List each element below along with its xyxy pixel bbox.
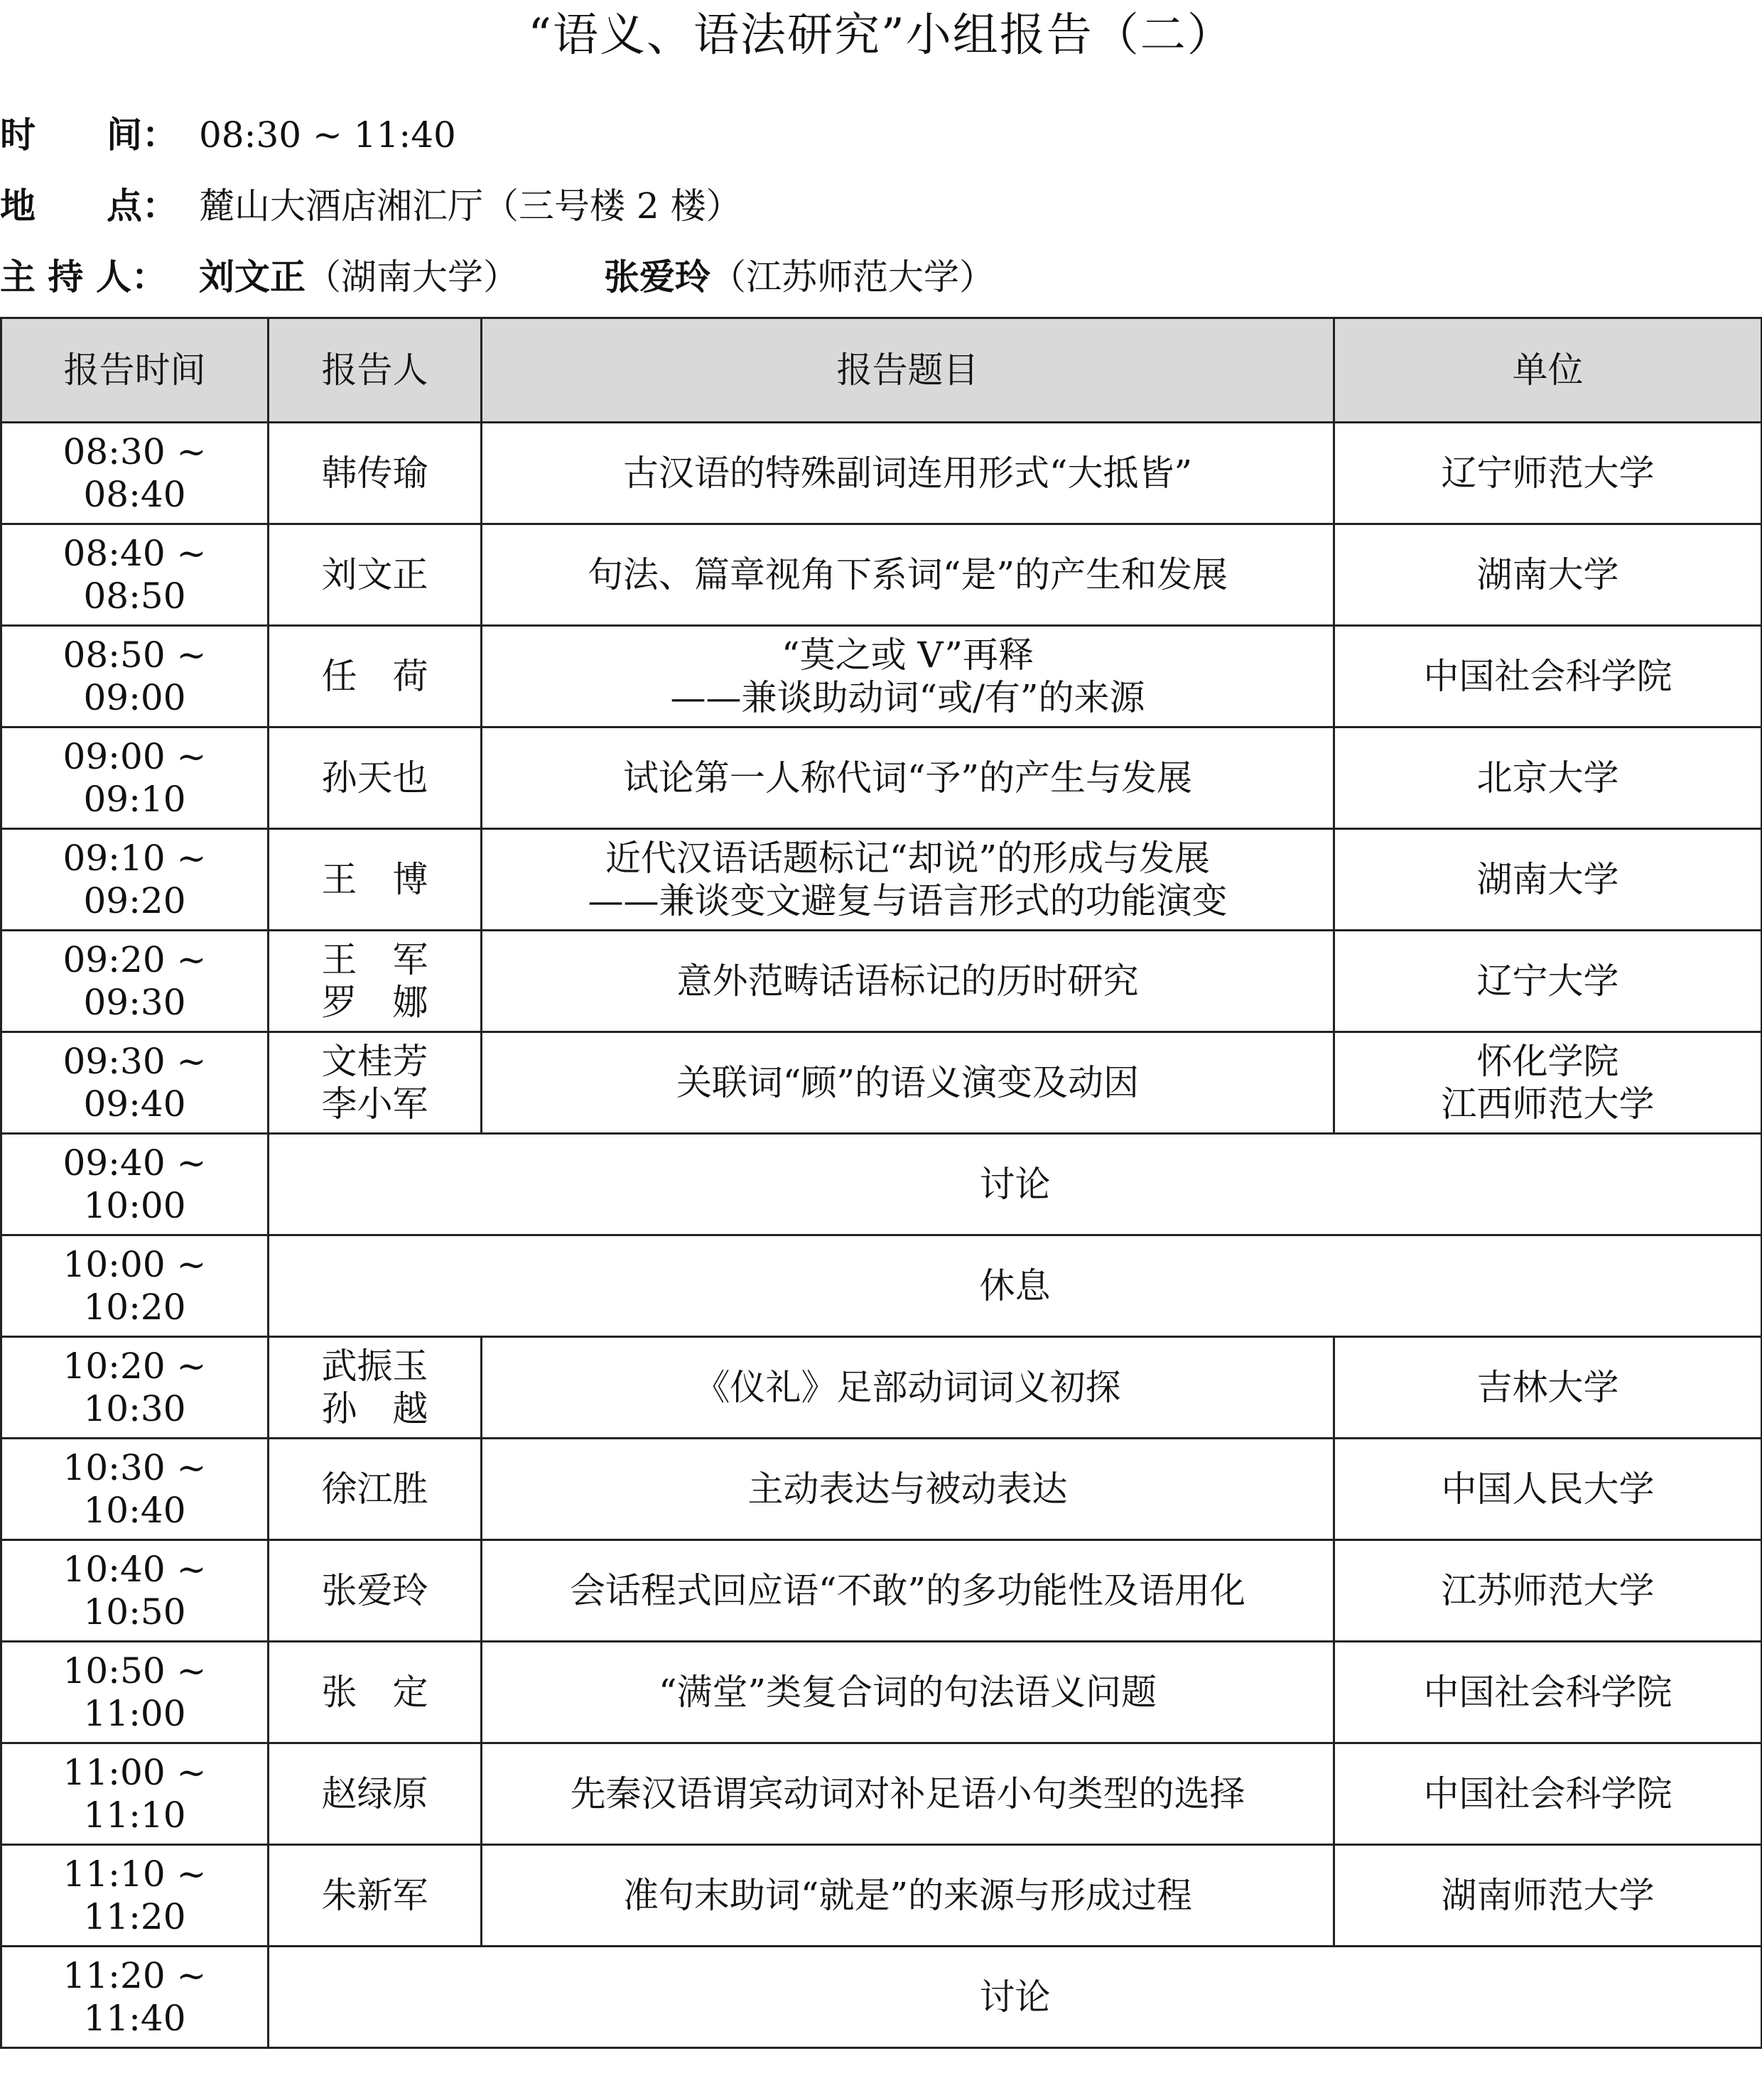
table-row bbox=[1, 829, 1762, 931]
cell-unit bbox=[1334, 524, 1762, 626]
info-time bbox=[0, 99, 456, 171]
cell-unit-line: 吉林大学 bbox=[1476, 1367, 1619, 1408]
cell-topic-line: ——兼谈变文避复与语言形式的功能演变 bbox=[588, 880, 1228, 921]
cell-speaker bbox=[269, 423, 482, 524]
schedule-body bbox=[1, 423, 1762, 2048]
cell-speaker bbox=[269, 727, 482, 829]
table-row bbox=[1, 524, 1762, 626]
cell-speaker bbox=[269, 524, 482, 626]
cell-speaker-line: 张爱玲 bbox=[321, 1570, 428, 1611]
header-unit: 单位 bbox=[1334, 318, 1762, 423]
table-row bbox=[1, 1540, 1762, 1642]
cell-unit-line: 辽宁大学 bbox=[1476, 960, 1619, 1002]
cell-time: 08:30 ~ 08:40 bbox=[1, 423, 269, 524]
cell-speaker bbox=[269, 1642, 482, 1743]
cell-topic-line: 先秦汉语谓宾动词对补足语小句类型的选择 bbox=[570, 1773, 1245, 1814]
cell-speaker bbox=[269, 1540, 482, 1642]
cell-merged: 讨论 bbox=[269, 1134, 1762, 1235]
cell-speaker bbox=[269, 626, 482, 727]
table-row bbox=[1, 1235, 1762, 1337]
cell-topic bbox=[482, 829, 1334, 931]
cell-time: 10:20 ~ 10:30 bbox=[1, 1337, 269, 1439]
cell-speaker-line: 李小军 bbox=[321, 1083, 428, 1125]
cell-topic bbox=[482, 524, 1334, 626]
cell-time: 11:00 ~ 11:10 bbox=[1, 1743, 269, 1845]
cell-unit bbox=[1334, 1845, 1762, 1947]
cell-time: 10:30 ~ 10:40 bbox=[1, 1439, 269, 1540]
cell-speaker-line: 罗 娜 bbox=[321, 982, 428, 1023]
host2-name: 张爱玲 bbox=[604, 256, 710, 298]
cell-topic-line: 句法、篇章视角下系词“是”的产生和发展 bbox=[587, 554, 1228, 595]
cell-unit bbox=[1334, 1540, 1762, 1642]
cell-topic-line: 近代汉语话题标记“却说”的形成与发展 bbox=[605, 838, 1211, 879]
cell-topic-line: 准句末助词“就是”的来源与形成过程 bbox=[622, 1875, 1193, 1916]
table-row bbox=[1, 1439, 1762, 1540]
cell-topic bbox=[482, 1337, 1334, 1439]
table-row bbox=[1, 1337, 1762, 1439]
cell-time: 08:50 ~ 09:00 bbox=[1, 626, 269, 727]
place-label: 地 点： bbox=[0, 185, 178, 227]
cell-speaker bbox=[269, 829, 482, 931]
header-topic: 报告题目 bbox=[482, 318, 1334, 423]
time-label: 时 间： bbox=[0, 114, 178, 156]
table-row bbox=[1, 1845, 1762, 1947]
cell-topic bbox=[482, 1743, 1334, 1845]
cell-time: 08:40 ~ 08:50 bbox=[1, 524, 269, 626]
table-row bbox=[1, 727, 1762, 829]
table-row bbox=[1, 626, 1762, 727]
cell-topic bbox=[482, 1642, 1334, 1743]
cell-topic-line: “莫之或 V”再释 bbox=[782, 634, 1034, 676]
cell-merged: 讨论 bbox=[269, 1947, 1762, 2048]
table-header-row bbox=[1, 318, 1762, 423]
cell-unit-line: 辽宁师范大学 bbox=[1441, 453, 1655, 494]
time-value: 08:30 ~ 11:40 bbox=[199, 114, 456, 156]
cell-speaker-line: 文桂芳 bbox=[321, 1041, 428, 1082]
cell-unit bbox=[1334, 1642, 1762, 1743]
cell-time: 11:20 ~ 11:40 bbox=[1, 1947, 269, 2048]
cell-unit-line: 中国社会科学院 bbox=[1423, 656, 1672, 697]
cell-time: 10:50 ~ 11:00 bbox=[1, 1642, 269, 1743]
cell-topic-line: 《仪礼》足部动词词义初探 bbox=[694, 1367, 1121, 1408]
cell-topic-line: 会话程式回应语“不敢”的多功能性及语用化 bbox=[569, 1570, 1246, 1611]
host-label: 主 持 人： bbox=[0, 256, 167, 298]
cell-speaker bbox=[269, 1439, 482, 1540]
cell-unit bbox=[1334, 727, 1762, 829]
cell-unit bbox=[1334, 626, 1762, 727]
info-host bbox=[0, 242, 995, 313]
table-row bbox=[1, 1947, 1762, 2048]
cell-topic-line: 试论第一人称代词“予”的产生与发展 bbox=[622, 757, 1193, 799]
cell-topic-line: 主动表达与被动表达 bbox=[747, 1468, 1068, 1510]
host1-unit: （湖南大学） bbox=[306, 256, 519, 298]
cell-time: 09:30 ~ 09:40 bbox=[1, 1032, 269, 1134]
table-row bbox=[1, 931, 1762, 1032]
cell-topic-line: ——兼谈助动词“或/有”的来源 bbox=[670, 677, 1145, 718]
cell-speaker-line: 韩传瑜 bbox=[321, 453, 428, 494]
cell-speaker-line: 徐江胜 bbox=[321, 1468, 428, 1510]
schedule-table bbox=[0, 317, 1762, 2049]
cell-speaker-line: 王 博 bbox=[321, 859, 428, 900]
cell-time: 10:00 ~ 10:20 bbox=[1, 1235, 269, 1337]
host1-name: 刘文正 bbox=[199, 256, 306, 298]
info-place bbox=[0, 171, 742, 242]
cell-unit bbox=[1334, 1337, 1762, 1439]
cell-unit-line: 中国社会科学院 bbox=[1423, 1773, 1672, 1814]
cell-speaker-line: 刘文正 bbox=[321, 554, 428, 595]
cell-unit-line: 北京大学 bbox=[1476, 757, 1619, 799]
cell-unit bbox=[1334, 829, 1762, 931]
cell-unit bbox=[1334, 1032, 1762, 1134]
cell-speaker-line: 孙天也 bbox=[321, 757, 428, 799]
cell-speaker-line: 赵绿原 bbox=[321, 1773, 428, 1814]
cell-unit-line: 江西师范大学 bbox=[1441, 1083, 1655, 1125]
page-title: “语义、语法研究”小组报告（二） bbox=[528, 9, 1234, 62]
header-time: 报告时间 bbox=[1, 318, 269, 423]
table-row bbox=[1, 1032, 1762, 1134]
cell-topic bbox=[482, 423, 1334, 524]
cell-unit-line: 怀化学院 bbox=[1476, 1041, 1619, 1082]
cell-topic bbox=[482, 727, 1334, 829]
cell-speaker-line: 任 荷 bbox=[321, 656, 428, 697]
table-row bbox=[1, 1743, 1762, 1845]
cell-unit-line: 中国社会科学院 bbox=[1423, 1672, 1672, 1713]
cell-speaker bbox=[269, 1743, 482, 1845]
cell-topic-line: 古汉语的特殊副词连用形式“大抵皆” bbox=[622, 453, 1193, 494]
cell-topic-line: 意外范畴话语标记的历时研究 bbox=[676, 960, 1139, 1002]
cell-speaker bbox=[269, 1845, 482, 1947]
cell-speaker-line: 孙 越 bbox=[321, 1388, 428, 1429]
header-speaker: 报告人 bbox=[269, 318, 482, 423]
cell-unit-line: 江苏师范大学 bbox=[1441, 1570, 1655, 1611]
cell-time: 09:20 ~ 09:30 bbox=[1, 931, 269, 1032]
cell-unit-line: 中国人民大学 bbox=[1441, 1468, 1655, 1510]
cell-speaker-line: 武振玉 bbox=[321, 1346, 428, 1387]
table-row bbox=[1, 1134, 1762, 1235]
cell-speaker bbox=[269, 1337, 482, 1439]
cell-unit-line: 湖南大学 bbox=[1476, 859, 1619, 900]
cell-unit-line: 湖南大学 bbox=[1476, 554, 1619, 595]
host2-unit: （江苏师范大学） bbox=[710, 256, 995, 298]
cell-unit bbox=[1334, 1743, 1762, 1845]
table-row bbox=[1, 423, 1762, 524]
cell-merged: 休息 bbox=[269, 1235, 1762, 1337]
cell-time: 09:10 ~ 09:20 bbox=[1, 829, 269, 931]
cell-time: 09:40 ~ 10:00 bbox=[1, 1134, 269, 1235]
cell-topic bbox=[482, 626, 1334, 727]
cell-speaker-line: 王 军 bbox=[321, 939, 428, 980]
cell-unit-line: 湖南师范大学 bbox=[1441, 1875, 1655, 1916]
cell-unit bbox=[1334, 423, 1762, 524]
cell-topic bbox=[482, 1032, 1334, 1134]
cell-speaker-line: 朱新军 bbox=[321, 1875, 428, 1916]
cell-time: 10:40 ~ 10:50 bbox=[1, 1540, 269, 1642]
cell-time: 11:10 ~ 11:20 bbox=[1, 1845, 269, 1947]
cell-topic bbox=[482, 931, 1334, 1032]
cell-topic bbox=[482, 1845, 1334, 1947]
cell-time: 09:00 ~ 09:10 bbox=[1, 727, 269, 829]
cell-topic-line: 关联词“顾”的语义演变及动因 bbox=[676, 1062, 1140, 1103]
cell-speaker-line: 张 定 bbox=[321, 1672, 428, 1713]
cell-topic-line: “满堂”类复合词的句法语义问题 bbox=[658, 1672, 1157, 1713]
table-row bbox=[1, 1642, 1762, 1743]
cell-speaker bbox=[269, 1032, 482, 1134]
cell-topic bbox=[482, 1439, 1334, 1540]
cell-topic bbox=[482, 1540, 1334, 1642]
cell-unit bbox=[1334, 931, 1762, 1032]
cell-speaker bbox=[269, 931, 482, 1032]
cell-unit bbox=[1334, 1439, 1762, 1540]
place-value: 麓山大酒店湘汇厅（三号楼 2 楼） bbox=[199, 185, 742, 227]
